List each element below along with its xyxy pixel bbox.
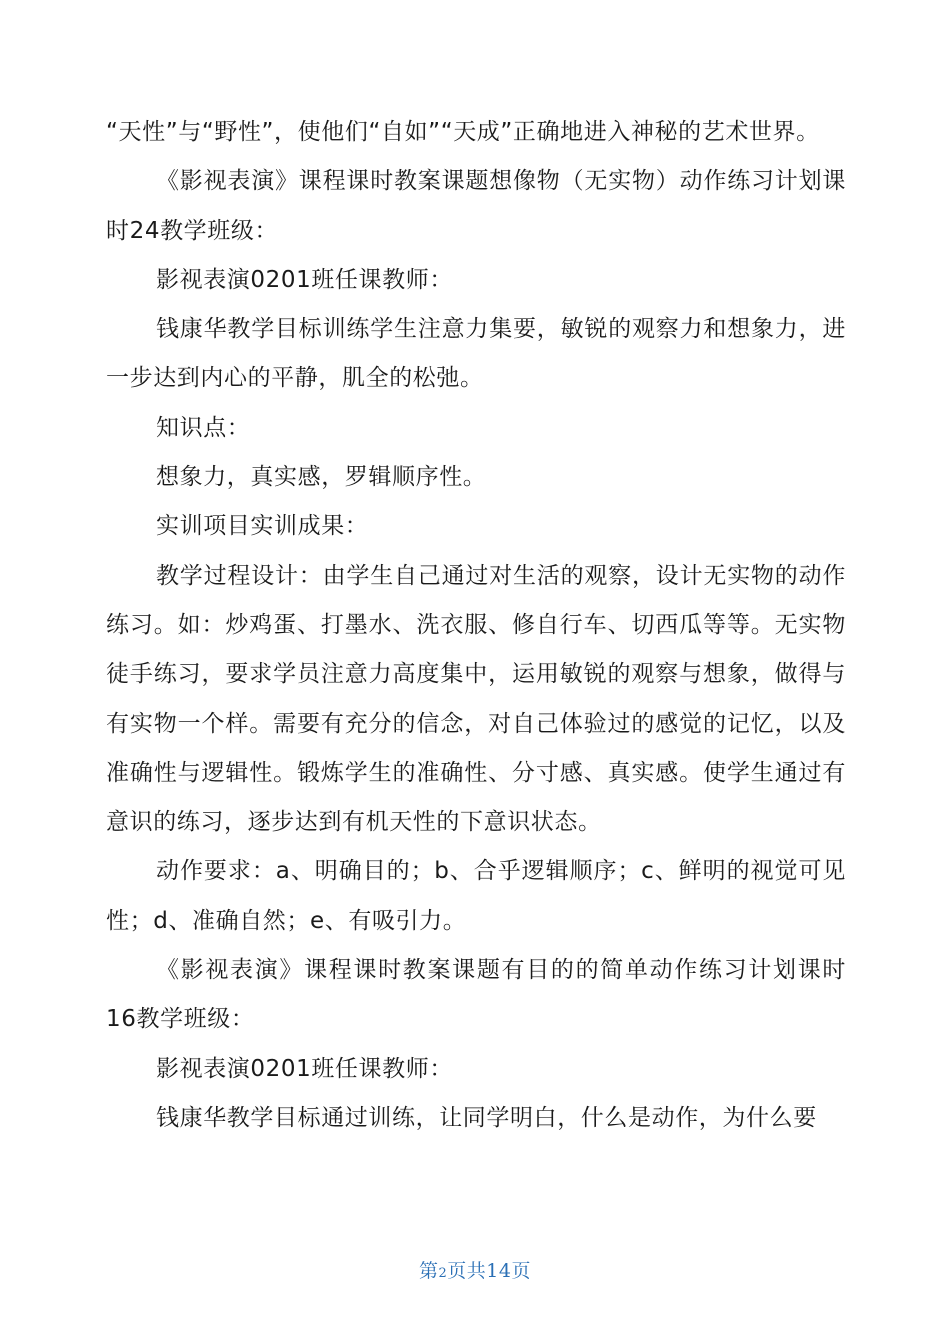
document-body: [106, 108, 846, 1143]
paragraph: 钱康华教学目标训练学生注意力集要，敏锐的观察力和想象力，进一步达到内心的平静，肌全的松弛。: [106, 316, 846, 392]
paragraph: 《影视表演》课程课时教案课题有目的的简单动作练习计划课时16教学班级：: [106, 957, 846, 1033]
footer-suffix: 页共14页: [447, 1260, 531, 1282]
page-footer: [0, 1256, 950, 1283]
footer-page-number: 2: [438, 1266, 448, 1281]
paragraph: 知识点：: [156, 414, 251, 441]
paragraph: 钱康华教学目标通过训练，让同学明白，什么是动作，为什么要: [156, 1104, 817, 1131]
paragraph: 《影视表演》课程课时教案课题想像物（无实物）动作练习计划课时24教学班级：: [106, 168, 846, 244]
paragraph: “天性”与“野性”，使他们“自如”“天成”正确地进入神秘的艺术世界。: [106, 119, 820, 145]
paragraph: 想象力，真实感，罗辑顺序性。: [156, 464, 487, 491]
paragraph: 影视表演0201班任课教师：: [156, 1055, 453, 1082]
paragraph: 动作要求：a、明确目的；b、合乎逻辑顺序；c、鲜明的视觉可见性；d、准确自然；e、有吸引力。: [106, 858, 846, 934]
paragraph: 影视表演0201班任课教师：: [156, 266, 453, 293]
footer-prefix: 第: [419, 1260, 439, 1282]
paragraph: 实训项目实训成果：: [156, 513, 369, 540]
paragraph: 教学过程设计：由学生自己通过对生活的观察，设计无实物的动作练习。如：炒鸡蛋、打墨水、洗衣服、修自行车、切西瓜等等。无实物徒手练习，要求学员注意力高度集中，运用敏锐的观察与想象，做得与有实物一个样。需要有充分的信念，对自己体验过的感觉的记忆，以及准确性与逻辑性。锻炼学生的准确性、分寸感、真实感。使学生通过有意识的练习，逐步达到有机天性的下意识状态。: [106, 562, 846, 836]
